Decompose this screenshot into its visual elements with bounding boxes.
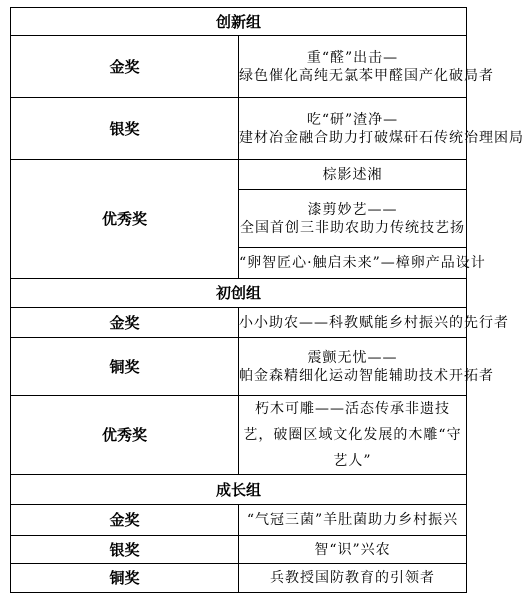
section-title-innovation: 创新组 xyxy=(11,8,467,36)
entry-cell xyxy=(239,190,467,248)
entry-cell xyxy=(239,338,494,396)
entry-cell xyxy=(239,564,467,593)
entry-line: 帕金森精细化运动智能辅助技术开拓者 xyxy=(239,367,494,384)
entry-cell xyxy=(239,308,509,338)
entry-line: “卵智匠心·触启未来”—樟卵产品设计 xyxy=(239,255,486,271)
award-label: 银奖 xyxy=(11,536,239,564)
award-label: 金奖 xyxy=(11,505,239,536)
entry-line: “气冠三菌”羊肚菌助力乡村振兴 xyxy=(246,512,459,528)
entry-cell xyxy=(239,396,467,475)
award-label: 优秀奖 xyxy=(11,160,239,279)
section-title-startup: 初创组 xyxy=(11,279,467,308)
award-label: 金奖 xyxy=(11,308,239,338)
entry-line: 朽木可雕——活态传承非遗技艺，破圈区域文化发展的木雕“守艺人” xyxy=(243,401,462,469)
award-label: 铜奖 xyxy=(11,338,239,396)
entry-line: 小小助农——科教赋能乡村振兴的先行者 xyxy=(239,314,509,331)
award-label: 优秀奖 xyxy=(11,396,239,475)
entry-line: 重“醛”出击— xyxy=(306,49,399,66)
entry-cell xyxy=(239,160,467,190)
entry-line: 兵教授国防教育的引领者 xyxy=(270,570,435,586)
entry-line: 震颤无忧—— xyxy=(307,349,398,366)
award-label: 银奖 xyxy=(11,98,239,160)
entry-cell xyxy=(239,536,467,564)
entry-line: 棕影述湘 xyxy=(322,166,383,183)
awards-table xyxy=(10,7,524,593)
entry-cell xyxy=(239,36,494,98)
entry-line: 全国首创三非助农助力传统技艺扬 xyxy=(240,219,465,236)
entry-cell xyxy=(239,248,486,279)
entry-line: 智“识”兴农 xyxy=(314,541,391,558)
entry-line: 绿色催化高纯无氯苯甲醛国产化破局者 xyxy=(239,67,494,84)
entry-cell xyxy=(239,505,467,536)
entry-cell xyxy=(239,98,524,160)
entry-line: 建材冶金融合助力打破煤矸石传统治理困局 xyxy=(239,129,524,146)
entry-line: 漆剪妙艺—— xyxy=(307,201,398,218)
award-label: 铜奖 xyxy=(11,564,239,593)
award-label: 金奖 xyxy=(11,36,239,98)
section-title-growth: 成长组 xyxy=(11,475,467,505)
entry-line: 吃“研”渣净— xyxy=(306,111,399,128)
